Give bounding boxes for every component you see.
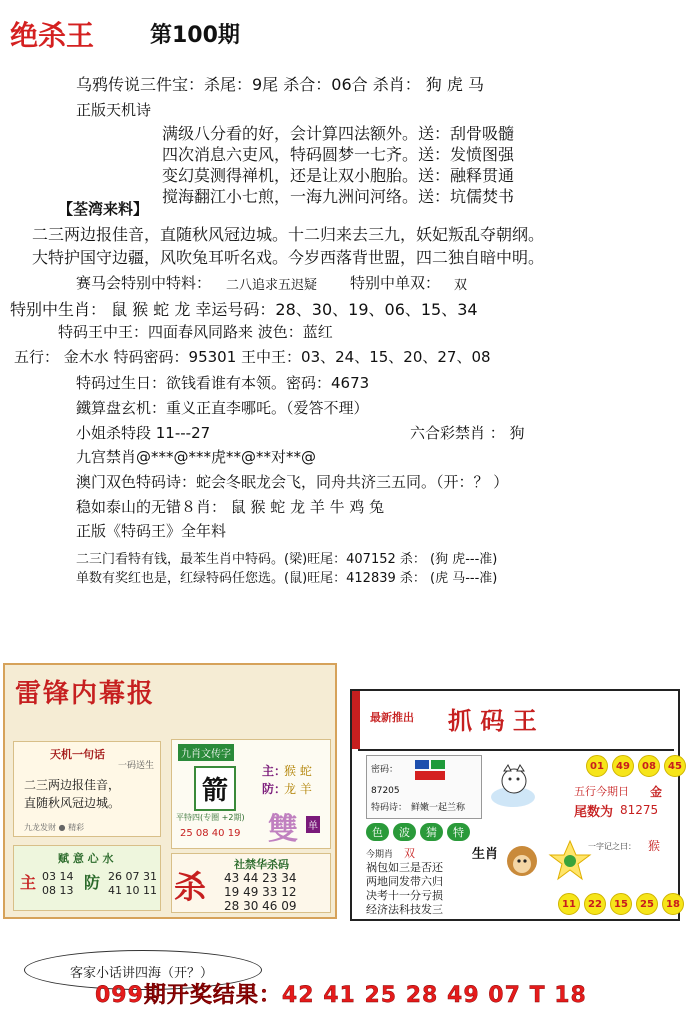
fang-value: 龙 羊 [284, 782, 312, 796]
ball: 18 [662, 893, 684, 915]
she-row-3: 28 30 46 09 [224, 899, 297, 913]
xiaojie-line: 小姐杀特段 11---27 [76, 424, 211, 442]
ball: 49 [612, 755, 634, 777]
wenru-line: 稳如泰山的无错８肖： 鼠 猴 蛇 龙 羊 牛 鸡 兔 [76, 498, 385, 516]
pingte-numbers: 25 08 40 19 [180, 828, 241, 839]
ersan-line: 二三门看特有钱，最苯生肖中特码。(梁)旺尾：407152 杀： (狗 虎---准) [76, 552, 498, 567]
chip: 波 [393, 823, 416, 841]
shuang-char: 雙 [268, 812, 298, 847]
cat-illustration [484, 755, 542, 813]
chip-row [366, 823, 470, 841]
zhu-label: 主： [262, 764, 287, 778]
red-side-bar [352, 691, 360, 749]
fang-label: 防： [262, 782, 287, 796]
liuhe-line: 六合彩禁肖 ： 狗 [410, 424, 525, 442]
issue-number: 第100期 [150, 23, 240, 48]
snake-icon [548, 839, 592, 885]
zhuama-panel [350, 689, 680, 921]
tianji-tag: 一码送生 [118, 761, 155, 771]
tianji-title: 天机一句话 [50, 748, 105, 761]
ball: 08 [638, 755, 660, 777]
ball: 25 [636, 893, 658, 915]
temawang-line: 特码王中王：四面春风同路来 波色：蓝红 [58, 323, 333, 341]
zhu2-label: 主 [20, 873, 37, 892]
jiugong-line: 九宫禁肖@***@***虎**@**对**@ [76, 448, 317, 466]
mima-value: 87205 [371, 786, 400, 796]
note-label: 一字记之曰： [588, 842, 636, 851]
ball: 15 [610, 893, 632, 915]
weishu-value: 81275 [620, 803, 659, 817]
tianji-poem-2: 直随秋风冠边城。 [24, 796, 121, 810]
fang2-label: 防 [84, 873, 101, 892]
tiesuan-line: 鐵算盘玄机：重义正直李哪吒。（爱答不理） [76, 399, 369, 417]
weishu-label: 尾数为 [574, 805, 614, 820]
chip: 色 [366, 823, 389, 841]
poem-line-4: 搅海翻江小七煎，一海九洲问河络。送：坑儒焚书 [162, 187, 515, 206]
ball: 22 [584, 893, 606, 915]
right-poem-4: 经济法科技发三 [366, 903, 443, 916]
zhu2-numbers-2: 08 13 [42, 884, 74, 897]
tema-label: 特码诗： [371, 803, 408, 813]
ball: 01 [586, 755, 608, 777]
chip: 特 [447, 823, 470, 841]
jin-value: 金 [650, 785, 663, 799]
wuya-line: 乌鸦传说三件宝：杀尾：9尾 杀合：06合 杀肖： 狗 虎 马 [76, 75, 484, 94]
mima-box [366, 755, 482, 819]
right-poem-2: 两地同发带六归 [366, 875, 443, 888]
she-row-1: 43 44 23 34 [224, 871, 297, 885]
danshuang-value: 双 [454, 278, 468, 293]
poem-line-1: 满级八分看的好，会计算四法额外。送：刮骨吸髓 [162, 124, 515, 143]
bottom-balls [558, 893, 684, 915]
quanwan-line-1: 二三两边报佳音，直随秋风冠边城。十二归来去三九，妖妃叛乱夺朝纲。 [32, 225, 545, 244]
saima-label: 赛马会特别中特料： [76, 274, 212, 292]
zhuama-title: 抓 码 王 [448, 706, 537, 735]
leifeng-title: 雷锋内幕报 [15, 679, 156, 709]
leifeng-panel [3, 663, 337, 919]
fang2-numbers-1: 26 07 31 [108, 870, 157, 883]
saima-value: 二八追求五迟疑 [226, 278, 318, 293]
tema-value: 鲜嫩一起兰称 [411, 803, 466, 813]
poem-line-3: 变幻莫测得禅机，还是让双小胞胎。送：融释贯通 [162, 166, 515, 185]
top-balls [586, 755, 686, 777]
zhuan-label: 九肖文传字 [178, 744, 234, 761]
tianji-note: 九龙发财 ● 精彩 [24, 823, 85, 832]
she-row-2: 19 49 33 12 [224, 885, 297, 899]
page-title: 绝杀王 [10, 19, 95, 52]
zuixin-tag: 最新推出 [370, 711, 414, 724]
wuxing-line: 五行： 金木水 特码密码：95301 王中王：03、24、15、20、27、08 [14, 348, 491, 366]
ball: 45 [664, 755, 686, 777]
zhengban-heading: 正版天机诗 [76, 101, 152, 119]
she-card [171, 853, 331, 913]
shuang-tag: 单 [306, 816, 320, 833]
monkey-icon [502, 841, 542, 881]
ball: 11 [558, 893, 580, 915]
danshu-line: 单数有奖红也是，红绿特码任您选。(鼠)旺尾：412839 杀： (虎 马---准) [76, 571, 498, 586]
note-value: 猴 [648, 839, 661, 853]
shengxiao-label: 生肖 [472, 847, 499, 862]
zhexin-title: 赋 意 心 水 [58, 852, 114, 865]
jinqi-label: 今期肖 [366, 850, 394, 860]
zhu-value: 猴 蛇 [284, 764, 312, 778]
chip: 猜 [420, 823, 443, 841]
tianji-poem-1: 二三两边报佳音， [24, 778, 121, 792]
danshuang-label: 特别中单双： [350, 274, 441, 292]
zhuan-card [171, 739, 331, 849]
tebie-line: 特别中生肖： 鼠 猴 蛇 龙 幸运号码：28、30、19、06、15、34 [10, 300, 478, 319]
logo-icon [415, 760, 445, 780]
shengri-line: 特码过生日：欲钱看谁有本领。密码：4673 [76, 374, 370, 392]
aomen-line: 澳门双色特码诗：蛇会冬眠龙会飞，同舟共济三五同。（开：？ ） [76, 473, 509, 491]
pingte-label: 平特四(专圈 +2期) [176, 813, 245, 822]
right-poem-3: 决考十一分亏损 [366, 889, 443, 902]
draw-result: 099期开奖结果：42 41 25 28 49 07 T 18 [95, 983, 587, 1008]
bubble-text: 客家小话讲四海（开？） [70, 966, 214, 981]
zhu2-numbers-1: 03 14 [42, 870, 74, 883]
right-poem-1: 祸包如三是否还 [366, 861, 443, 874]
divider [358, 749, 674, 751]
quanwan-line-2: 大特护国守边疆，风吹兔耳听名戏。今岁西落背世盟，四二独自暗中明。 [32, 248, 545, 267]
jian-char: 箭 [194, 766, 236, 811]
wuxing-label: 五行今期日 [574, 785, 629, 798]
fang2-numbers-2: 41 10 11 [108, 884, 157, 897]
jinqi-value: 双 [404, 847, 415, 860]
quannian-line: 正版《特码王》全年料 [76, 522, 227, 540]
tianji-card [13, 741, 161, 837]
zhexin-card [13, 845, 161, 911]
sha-char: 杀 [174, 868, 207, 906]
she-title: 社禁华杀码 [234, 858, 289, 871]
poem-line-2: 四次消息六吏风，特码圆梦一七齐。送：发愤图强 [162, 145, 515, 164]
quanwan-heading: 【荃湾来料】 [58, 200, 149, 218]
mima-label: 密码： [371, 765, 399, 775]
